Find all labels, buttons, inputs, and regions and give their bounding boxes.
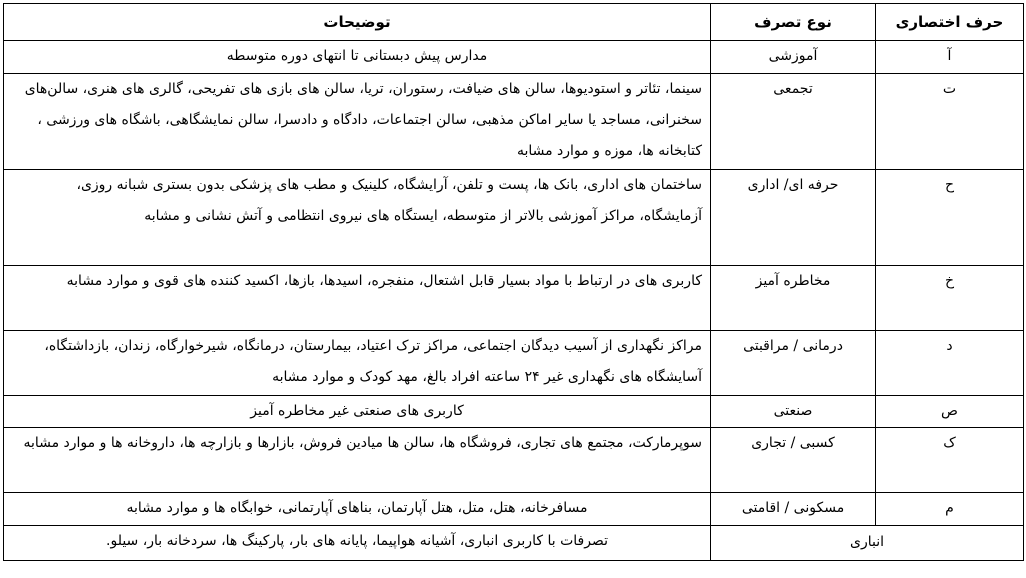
desc-cell: مسافرخانه، هتل، متل، هتل آپارتمان، بناهای آپارتمانی، خوابگاه ها و موارد مشابه bbox=[4, 493, 711, 526]
desc-cell: ساختمان های اداری، بانک ها، پست و تلفن، آرایشگاه، کلینیک و مطب های پزشکی بدون بستری شبانه روزی، آزمایشگاه، مراکز آموزشی بالاتر از متوسطه، ایستگاه های نیروی انتظامی و آتش نشانی و مشابه bbox=[4, 170, 711, 266]
type-cell: کسبی / تجاری bbox=[711, 428, 876, 493]
desc-cell: تصرفات با کاربری انباری، آشیانه هواپیما، پایانه های بار، پارکینگ ها، سردخانه بار، سیلو. bbox=[4, 526, 711, 561]
desc-cell: کاربری های صنعتی غیر مخاطره آمیز bbox=[4, 396, 711, 428]
table-row bbox=[4, 493, 1024, 526]
table-row bbox=[4, 266, 1024, 331]
desc-cell: مدارس پیش دبستانی تا انتهای دوره متوسطه bbox=[4, 41, 711, 74]
abbr-cell: م bbox=[876, 493, 1024, 526]
table-row bbox=[4, 396, 1024, 428]
desc-cell: سینما، تئاتر و استودیوها، سالن های ضیافت، رستوران، تریا، سالن های بازی های تفریحی، گالری های هنری، سالن‌های سخنرانی، مساجد یا سایر اماکن مذهبی، سالن اجتماعات، دادگاه و دادسرا، سالن نمایشگاهی، باشگاه های ورزشی ، کتابخانه ها، موزه و موارد مشابه bbox=[4, 74, 711, 170]
abbr-cell: د bbox=[876, 331, 1024, 396]
type-cell: آموزشی bbox=[711, 41, 876, 74]
abbr-cell: ص bbox=[876, 396, 1024, 428]
abbr-cell: آ bbox=[876, 41, 1024, 74]
type-cell: مخاطره آمیز bbox=[711, 266, 876, 331]
type-cell: تجمعی bbox=[711, 74, 876, 170]
occupancy-table-wrapper bbox=[3, 3, 1023, 561]
type-cell: صنعتی bbox=[711, 396, 876, 428]
table-row bbox=[4, 41, 1024, 74]
table-row bbox=[4, 526, 1024, 561]
abbr-cell: ت bbox=[876, 74, 1024, 170]
desc-cell: مراکز نگهداری از آسیب دیدگان اجتماعی، مراکز ترک اعتیاد، بیمارستان، درمانگاه، شیرخوارگاه، زندان، بازداشتگاه، آسایشگاه های نگهداری غیر ۲۴ ساعته افراد بالغ، مهد کودک و موارد مشابه bbox=[4, 331, 711, 396]
type-cell: مسکونی / اقامتی bbox=[711, 493, 876, 526]
table-row bbox=[4, 74, 1024, 170]
table-row bbox=[4, 428, 1024, 493]
abbr-cell: ح bbox=[876, 170, 1024, 266]
header-row bbox=[4, 4, 1024, 41]
table-row bbox=[4, 170, 1024, 266]
header-abbr: حرف اختصاری bbox=[876, 4, 1024, 41]
desc-cell: سوپرمارکت، مجتمع های تجاری، فروشگاه ها، سالن ها میادین فروش، بازارها و بازارچه ها، داروخانه ها و موارد مشابه bbox=[4, 428, 711, 493]
abbr-cell: خ bbox=[876, 266, 1024, 331]
type-cell: حرفه ای/ اداری bbox=[711, 170, 876, 266]
occupancy-table bbox=[3, 3, 1024, 561]
merged-type-cell: انباری bbox=[711, 526, 1024, 561]
table-row bbox=[4, 331, 1024, 396]
abbr-cell: ک bbox=[876, 428, 1024, 493]
type-cell: درمانی / مراقبتی bbox=[711, 331, 876, 396]
header-type: نوع تصرف bbox=[711, 4, 876, 41]
desc-cell: کاربری های در ارتباط با مواد بسیار قابل اشتعال، منفجره، اسیدها، بازها، اکسید کننده های قوی و موارد مشابه bbox=[4, 266, 711, 331]
header-desc: توضیحات bbox=[4, 4, 711, 41]
